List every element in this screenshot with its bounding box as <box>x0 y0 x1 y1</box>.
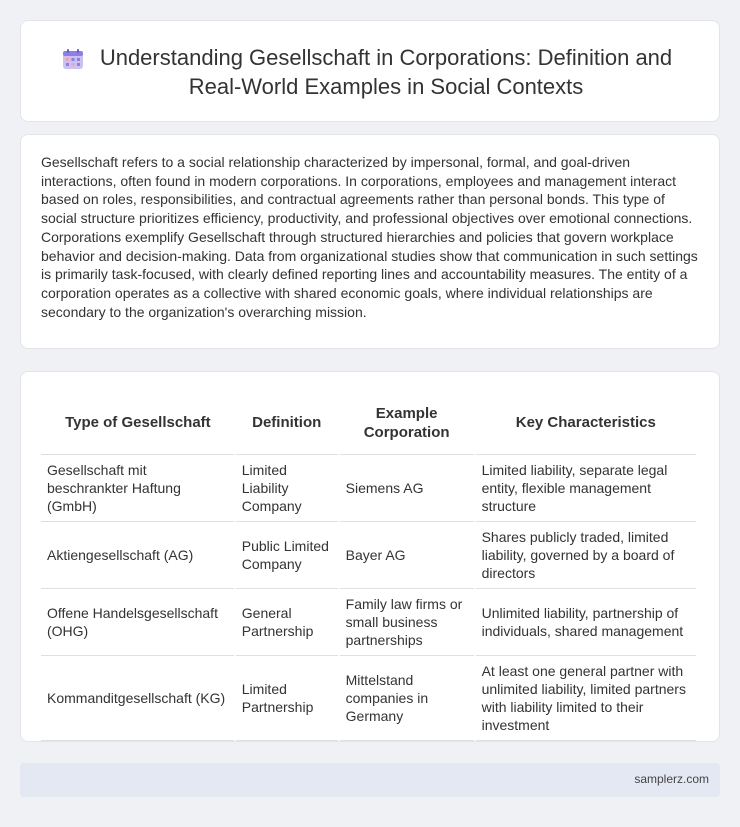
footer-bar <box>20 763 720 797</box>
table-cell: Aktiengesellschaft (AG) <box>41 521 235 588</box>
table-cell: Shares publicly traded, limited liability, governed by a board of directors <box>475 521 697 588</box>
table-cell: Limited liability, separate legal entity, flexible management structure <box>475 454 697 521</box>
table-cell: Public Limited Company <box>235 521 339 588</box>
table-row <box>41 454 697 521</box>
column-header: Definition <box>235 392 339 454</box>
table-cell: Limited Liability Company <box>235 454 339 521</box>
table-cell: At least one general partner with unlimited liability, limited partners with liability limited to their investment <box>475 655 697 740</box>
table-row <box>41 521 697 588</box>
intro-paragraph: Gesellschaft refers to a social relationship characterized by impersonal, formal, and goal-driven interactions, often found in modern corporations. In corporations, employees and management interact based on roles, responsibilities, and contractual agreements rather than personal bonds. This type of social structure prioritizes efficiency, productivity, and professional objectives over emotional connections. Corporations exemplify Gesellschaft through structured hierarchies and policies that govern workplace behavior and decision-making. Data from organizational studies show that communication in such settings is primarily task-focused, with clearly defined reporting lines and accountability measures. The entity of a corporation operates as a collective with shared economic goals, where individual relationships are secondary to the organization's overarching mission. <box>41 154 698 320</box>
table-cell: Family law firms or small business partnerships <box>339 588 475 655</box>
table-cell: General Partnership <box>235 588 339 655</box>
table-header-row <box>41 392 697 454</box>
table-cell: Siemens AG <box>339 454 475 521</box>
gesellschaft-table <box>41 392 698 741</box>
column-header: Key Characteristics <box>475 392 697 454</box>
table-card <box>20 371 720 742</box>
table-cell: Kommanditgesellschaft (KG) <box>41 655 235 740</box>
table-cell: Mittelstand companies in Germany <box>339 655 475 740</box>
table-cell: Offene Handelsgesellschaft (OHG) <box>41 588 235 655</box>
table-cell: Bayer AG <box>339 521 475 588</box>
footer-site-link[interactable]: samplerz.com <box>634 772 709 786</box>
column-header: Type of Gesellschaft <box>41 392 235 454</box>
table-cell: Gesellschaft mit beschrankter Haftung (GmbH) <box>41 454 235 521</box>
table-row <box>41 655 697 740</box>
table-cell: Limited Partnership <box>235 655 339 740</box>
intro-card <box>20 134 720 349</box>
table-row <box>41 588 697 655</box>
header-card <box>20 20 720 122</box>
column-header: Example Corporation <box>339 392 475 454</box>
page-title: Understanding Gesellschaft in Corporations: Definition and Real-World Examples in Social Contexts <box>99 45 673 99</box>
table-cell: Unlimited liability, partnership of individuals, shared management <box>475 588 697 655</box>
